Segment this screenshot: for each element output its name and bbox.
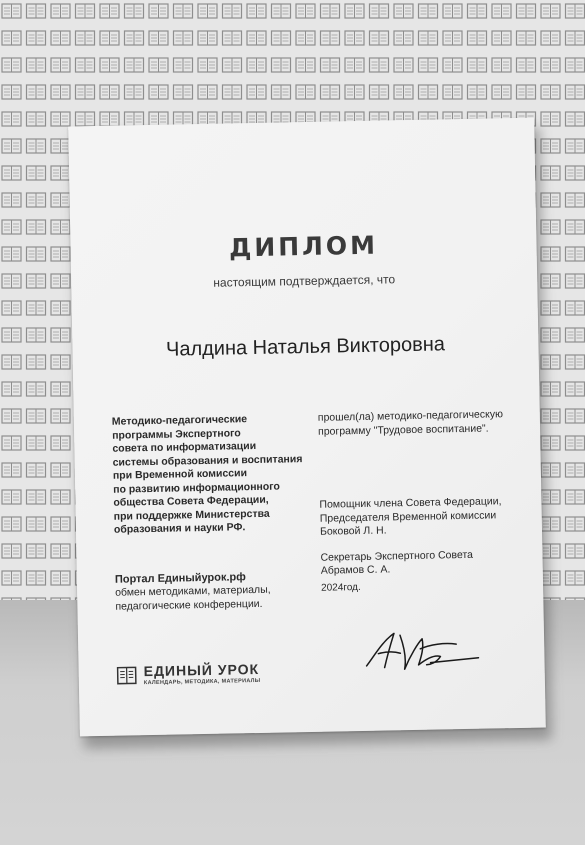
secretary-signatory: Секретарь Экспертного Совета Абрамов С. А. [320, 548, 474, 577]
diploma-title: ДИПЛОМ [228, 230, 379, 263]
portal-description: обмен методиками, материалы, педагогические конференции. [115, 583, 271, 613]
year-suffix: год. [343, 581, 361, 593]
issue-year [321, 577, 526, 594]
assistant-signatory: Помощник члена Совета Федерации, Председателя Временной комиссии Боковой Л. Н. [319, 495, 502, 538]
recipient-name: Чалдина Наталья Викторовна [165, 333, 446, 361]
issuer-column [112, 412, 316, 614]
logo-title: ЕДИНЫЙ УРОК [143, 660, 260, 680]
year-value: 2024 [320, 581, 344, 594]
council-description: Методико-педагогические программы Экспертного совета по информатизации системы образования и воспитания при Временной комиссии по развитию информационного общества Совета Федерации, при поддержке Министерства образования и науки РФ. [111, 413, 303, 536]
program-statement: прошел(ла) методико-педагогическую программу "Трудовое воспитание". [317, 408, 504, 438]
portal-name: Портал Единыйурок.рф [114, 570, 246, 586]
edinyi-urok-logo [117, 661, 278, 694]
diploma-subtitle: настоящим подтверждается, что [213, 272, 396, 290]
logo-tagline: КАЛЕНДАРЬ, МЕТОДИКА, МАТЕРИАЛЫ [143, 677, 261, 687]
book-icon [117, 665, 137, 685]
handwritten-signature [360, 624, 481, 676]
diploma-sheet [68, 118, 546, 737]
program-column [318, 408, 526, 595]
